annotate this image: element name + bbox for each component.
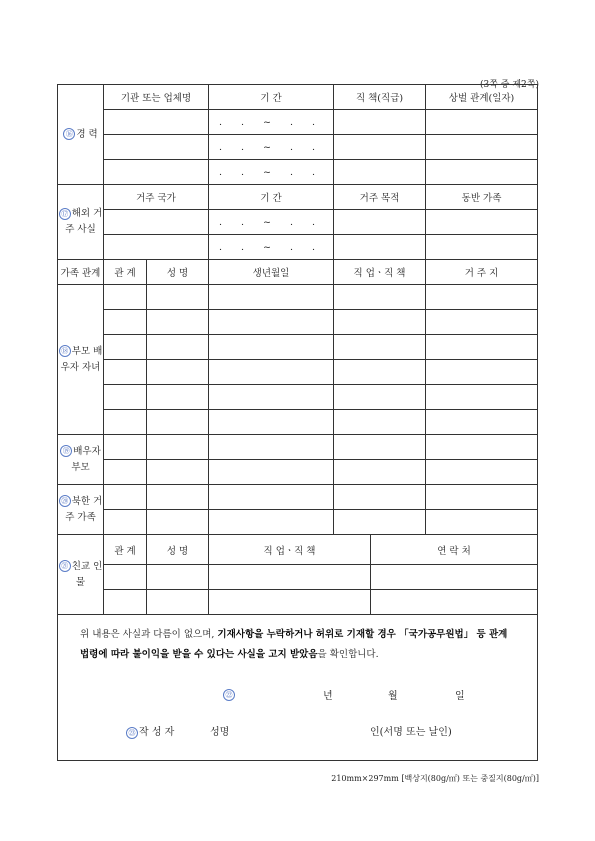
family-cell[interactable] [147, 485, 209, 510]
family-cell[interactable] [147, 435, 209, 460]
family-header-birth: 생년월일 [209, 260, 334, 285]
day-field[interactable]: 일 [455, 691, 465, 702]
family-cell[interactable] [426, 485, 538, 510]
career-cell[interactable] [104, 135, 209, 160]
family-cell[interactable] [209, 310, 334, 335]
family-cell[interactable] [334, 285, 426, 310]
family-cell[interactable] [147, 385, 209, 410]
family-cell[interactable] [334, 435, 426, 460]
family-cell[interactable] [209, 410, 334, 435]
friends-header-name: 성 명 [147, 535, 209, 565]
career-cell[interactable] [334, 110, 426, 135]
family-cell[interactable] [334, 335, 426, 360]
family-header-relation: 관 계 [104, 260, 147, 285]
family-cell[interactable] [147, 285, 209, 310]
overseas-cell[interactable] [104, 210, 209, 235]
career-period[interactable]: . . ~ . . [209, 110, 334, 135]
family-cell[interactable] [147, 510, 209, 535]
career-cell[interactable] [334, 135, 426, 160]
family-header-job: 직 업ㆍ직 책 [334, 260, 426, 285]
career-period[interactable]: . . ~ . . [209, 160, 334, 185]
family-cell[interactable] [104, 510, 147, 535]
paper-spec-footer: 210mm×297mm [백상지(80g/㎡) 또는 중질지(80g/㎡)] [331, 774, 539, 783]
family-cell[interactable] [104, 460, 147, 485]
overseas-cell[interactable] [104, 235, 209, 260]
family-cell[interactable] [147, 360, 209, 385]
page-number: (3쪽 중 제2쪽) [480, 80, 539, 90]
friends-cell[interactable] [104, 565, 147, 590]
family-cell[interactable] [104, 385, 147, 410]
family-header-address: 거 주 지 [426, 260, 538, 285]
family-cell[interactable] [334, 410, 426, 435]
career-header-period: 기 간 [209, 85, 334, 110]
friends-cell[interactable] [209, 590, 371, 615]
family-cell[interactable] [426, 285, 538, 310]
family-cell[interactable] [209, 510, 334, 535]
signature-field[interactable]: 인(서명 또는 날인) [370, 727, 452, 738]
career-header-award: 상벌 관계(일자) [426, 85, 538, 110]
family-cell[interactable] [426, 310, 538, 335]
friends-label: ㉑ 친교 인물 [58, 535, 104, 615]
overseas-header-purpose: 거주 목적 [334, 185, 426, 210]
career-cell[interactable] [334, 160, 426, 185]
overseas-cell[interactable] [426, 235, 538, 260]
friends-cell[interactable] [371, 590, 538, 615]
overseas-header-family: 동반 가족 [426, 185, 538, 210]
career-period[interactable]: . . ~ . . [209, 135, 334, 160]
family-cell[interactable] [209, 435, 334, 460]
family-cell[interactable] [209, 335, 334, 360]
declaration-box [58, 615, 538, 761]
family-cell[interactable] [426, 385, 538, 410]
family-cell[interactable] [334, 360, 426, 385]
family-cell[interactable] [334, 385, 426, 410]
family-cell[interactable] [334, 310, 426, 335]
career-cell[interactable] [426, 160, 538, 185]
career-header-org: 기관 또는 업체명 [104, 85, 209, 110]
family-cell[interactable] [147, 460, 209, 485]
overseas-cell[interactable] [334, 235, 426, 260]
family-group-north: ⑳ 북한 거주 가족 [58, 485, 104, 535]
date-number: ㉒ [223, 689, 235, 701]
friends-header-contact: 연 락 처 [371, 535, 538, 565]
family-cell[interactable] [209, 485, 334, 510]
family-cell[interactable] [209, 285, 334, 310]
family-cell[interactable] [209, 360, 334, 385]
friends-header-relation: 관 계 [104, 535, 147, 565]
family-cell[interactable] [147, 310, 209, 335]
overseas-label: ⑰ 해외 거주 사실 [58, 185, 104, 260]
family-cell[interactable] [426, 460, 538, 485]
family-cell[interactable] [104, 485, 147, 510]
family-header-name: 성 명 [147, 260, 209, 285]
writer-label: ㉓ 작 성 자 [126, 723, 174, 743]
name-label: 성명 [210, 727, 230, 738]
declaration-text: 위 내용은 사실과 다름이 없으며, 기재사항을 누락하거나 허위로 기재할 경우 「국가공무원법」 등 관계 법령에 따라 불이익을 받을 수 있다는 사실을 고지 받았음을 확인합니다. [80, 629, 508, 660]
friends-header-job: 직 업ㆍ직 책 [209, 535, 371, 565]
family-cell[interactable] [334, 460, 426, 485]
friends-cell[interactable] [147, 565, 209, 590]
family-cell[interactable] [334, 485, 426, 510]
overseas-cell[interactable] [426, 210, 538, 235]
family-cell[interactable] [104, 335, 147, 360]
career-cell[interactable] [426, 110, 538, 135]
overseas-period[interactable]: . . ~ . . [209, 235, 334, 260]
form-table [57, 84, 538, 761]
family-cell[interactable] [334, 510, 426, 535]
month-field[interactable]: 월 [388, 691, 398, 702]
family-cell[interactable] [147, 335, 209, 360]
overseas-cell[interactable] [334, 210, 426, 235]
family-cell[interactable] [104, 285, 147, 310]
family-cell[interactable] [209, 385, 334, 410]
family-cell[interactable] [209, 460, 334, 485]
career-cell[interactable] [104, 110, 209, 135]
career-label: ⑯ 경 력 [58, 85, 104, 185]
friends-cell[interactable] [147, 590, 209, 615]
family-group-in-law: ⑲ 배우자 부모 [58, 435, 104, 485]
family-cell[interactable] [147, 410, 209, 435]
career-cell[interactable] [104, 160, 209, 185]
overseas-header-country: 거주 국가 [104, 185, 209, 210]
family-cell[interactable] [104, 310, 147, 335]
family-cell[interactable] [104, 410, 147, 435]
family-cell[interactable] [426, 360, 538, 385]
overseas-period[interactable]: . . ~ . . [209, 210, 334, 235]
family-cell[interactable] [426, 510, 538, 535]
year-field[interactable]: 년 [323, 691, 333, 702]
family-group-direct: ⑱ 부모 배우자 자녀 [58, 285, 104, 435]
family-cell[interactable] [426, 410, 538, 435]
career-cell[interactable] [426, 135, 538, 160]
family-cell[interactable] [104, 435, 147, 460]
career-header-position: 직 책(직급) [334, 85, 426, 110]
family-cell[interactable] [426, 435, 538, 460]
friends-cell[interactable] [209, 565, 371, 590]
family-cell[interactable] [426, 335, 538, 360]
family-label: 가족 관계 [58, 260, 104, 285]
friends-cell[interactable] [371, 565, 538, 590]
friends-cell[interactable] [104, 590, 147, 615]
overseas-header-period: 기 간 [209, 185, 334, 210]
family-cell[interactable] [104, 360, 147, 385]
